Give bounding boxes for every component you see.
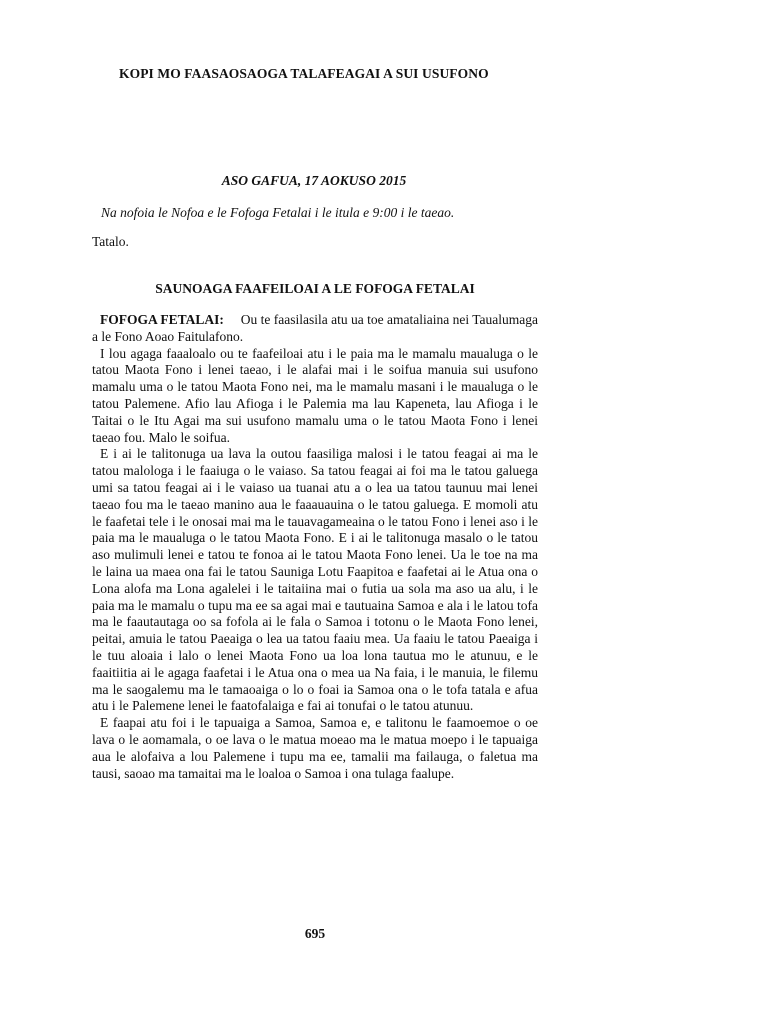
speaker-name: FOFOGA FETALAI bbox=[100, 312, 220, 327]
speech-paragraph: E i ai le talitonuga ua lava la outou faasiliga malosi i le tatou feagai ai ma le tatou malologa i le faaiuga o le vaiaso. Sa tatou feagai ai foi ma le tatou galuega umi sa tatou feagai ai i le vaiaso ua tuanai atu a o lea ua tatou taunuu mai lenei taeao fou ma le taeao manino aua le faaauauina o le tatou galuega. E momoli atu le faafetai tele i le onosai mai ma le tauavagameaina o le tatou Fono i lenei aso i le paia ma le maualuga o le tatou Maota Fono. E i ai le talitonuga masalo o le tatou aso mulimuli lenei e tatou te fonoa ai le tatou Maota Fono lenei. Ua le toe na ma le laina ua maea ona fai le tatou Sauniga Lotu Faapitoa e faafetai ai le Atua ona o Lona alofa ma Lona agalelei i le taitaiina mai o futia ua sola ma aso ua alu, i le paia ma le mamalu o tupu ma ee sa agai mai e tautuaina Samoa e ala i le latou tofa ma le faautautaga oo sa fofola ai le fala o Samoa i totonu o le Maota Fono lenei, peitai, amuia le tatou Paeaiga o lea ua tatou faaiu mea. Ua faaiu le tatou Paeaiga i le tuu aloaia i lalo o lenei Maota Fono ua loa lona tautua mo le atunuu, e le faaitiitia ai le agaga faafetai i le Atua ona o mea ua Na faia, i le manuia, le filemu ma le saogalemu ma le tamaoaiga o lo o foai ia Samoa ona o le tofa tatala e afua atu i le Palemene lenei le faatofalaiga e fai ai tonufai o le tatou atunuu. bbox=[92, 446, 538, 714]
speech-body bbox=[92, 312, 538, 782]
prayer-note: Tatalo. bbox=[92, 234, 129, 249]
page-number: 695 bbox=[304, 926, 326, 941]
page-header: KOPI MO FAASAOSAOGA TALAFEAGAI A SUI USUFONO bbox=[119, 66, 489, 81]
speech-paragraph: E faapai atu foi i le tapuaiga a Samoa, Samoa e, e talitonu le faamoemoe o oe lava o le aomamala, o oe lava o le matua moeao ma le matua moepo i le tapuaiga aua le alofaiva a lou Palemene i tupu ma ee, tamalii ma failauga, o faletua ma tausi, saoao ma tamaitai ma le loaloa o Samoa i ona tulaga faalupe. bbox=[92, 715, 538, 781]
speech-paragraph-text: Ou te faasilasila atu ua toe amataliaina nei Taualumaga a le Fono Aoao Faitulafono. bbox=[92, 312, 539, 344]
sitting-date: ASO GAFUA, 17 AOKUSO 2015 bbox=[221, 173, 407, 188]
sitting-opening-note: Na nofoia le Nofoa e le Fofoga Fetalai i le itula e 9:00 i le taeao. bbox=[101, 205, 455, 220]
speech-paragraph: I lou agaga faaaloalo ou te faafeiloai atu i le paia ma le mamalu maualuga o le tatou Maota Fono i lenei taeao, i le alafai mai i le soifua manuia sui usufono mamalu uma o le tatou Maota Fono nei, ma le mamalu masani i le maualuga o le tatou Palemene. Afio lau Afioga i le Palemia ma lau Kapeneta, lau Afioga i le Taitai o le Itu Agai ma sui usufono mamalu uma o le tatou Maota Fono i lenei taeao fou. Malo le soifua. bbox=[92, 345, 538, 445]
speech-paragraph bbox=[92, 312, 538, 346]
section-title: SAUNOAGA FAAFEILOAI A LE FOFOGA FETALAI bbox=[155, 281, 475, 296]
speaker-colon: : bbox=[219, 312, 224, 327]
